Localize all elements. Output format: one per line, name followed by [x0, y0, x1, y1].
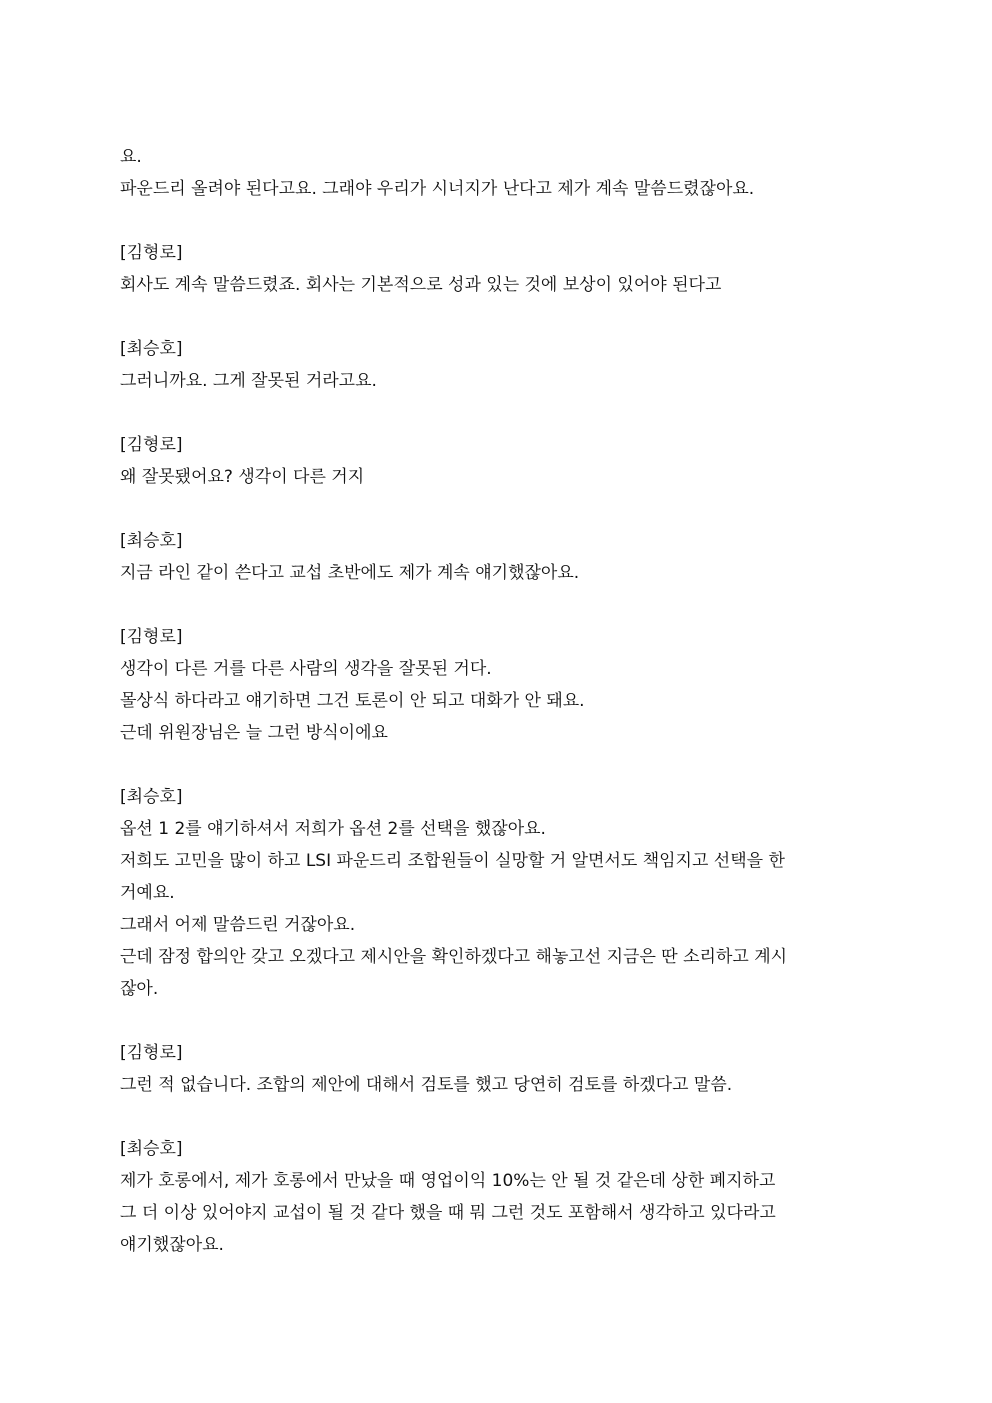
speaker-label: [최승호]: [120, 787, 183, 807]
blank-line: [120, 749, 880, 781]
blank-line: [120, 397, 880, 429]
text-line: 요.: [120, 147, 142, 167]
text-line: 제가 호롱에서, 제가 호롱에서 만났을 때 영업이익 10%는 안 될 것 같은데 상한 폐지하고: [120, 1171, 776, 1191]
text-line: 왜 잘못됐어요? 생각이 다른 거지: [120, 467, 365, 487]
text-line: 지금 라인 같이 쓴다고 교섭 초반에도 제가 계속 얘기했잖아요.: [120, 563, 580, 583]
text-line: 거예요.: [120, 883, 175, 903]
speaker-label: [김형로]: [120, 435, 183, 455]
speaker-label: [김형로]: [120, 627, 183, 647]
text-line: 얘기했잖아요.: [120, 1235, 224, 1255]
text-line: 회사도 계속 말씀드렸죠. 회사는 기본적으로 성과 있는 것에 보상이 있어야 된다고: [120, 275, 722, 295]
text-line: 그래서 어제 말씀드린 거잖아요.: [120, 915, 356, 935]
text-line: 파운드리 올려야 된다고요. 그래야 우리가 시너지가 난다고 제가 계속 말씀드렸잖아요.: [120, 179, 755, 199]
text-line: 근데 위원장님은 늘 그런 방식이에요: [120, 723, 388, 743]
text-line: 저희도 고민을 많이 하고 LSI 파운드리 조합원들이 실망할 거 알면서도 책임지고 선택을 한: [120, 851, 785, 871]
speaker-label: [김형로]: [120, 1043, 183, 1063]
speaker-label: [최승호]: [120, 339, 183, 359]
text-line: 생각이 다른 거를 다른 사람의 생각을 잘못된 거다.: [120, 659, 492, 679]
blank-line: [120, 1005, 880, 1037]
speaker-label: [최승호]: [120, 531, 183, 551]
text-line: 옵션 1 2를 얘기하셔서 저희가 옵션 2를 선택을 했잖아요.: [120, 819, 546, 839]
text-line: 근데 잠정 합의안 갖고 오겠다고 제시안을 확인하겠다고 해놓고선 지금은 딴 소리하고 계시: [120, 947, 788, 967]
blank-line: [120, 493, 880, 525]
transcript-page: [120, 141, 880, 1261]
blank-line: [120, 205, 880, 237]
speaker-label: [최승호]: [120, 1139, 183, 1159]
text-line: 그런 적 없습니다. 조합의 제안에 대해서 검토를 했고 당연히 검토를 하겠다고 말씀.: [120, 1075, 733, 1095]
text-line: 그러니까요. 그게 잘못된 거라고요.: [120, 371, 377, 391]
text-line: 몰상식 하다라고 얘기하면 그건 토론이 안 되고 대화가 안 돼요.: [120, 691, 585, 711]
blank-line: [120, 589, 880, 621]
blank-line: [120, 1101, 880, 1133]
text-line: 잖아.: [120, 979, 159, 999]
text-line: 그 더 이상 있어야지 교섭이 될 것 같다 했을 때 뭐 그런 것도 포함해서 생각하고 있다라고: [120, 1203, 776, 1223]
blank-line: [120, 301, 880, 333]
speaker-label: [김형로]: [120, 243, 183, 263]
